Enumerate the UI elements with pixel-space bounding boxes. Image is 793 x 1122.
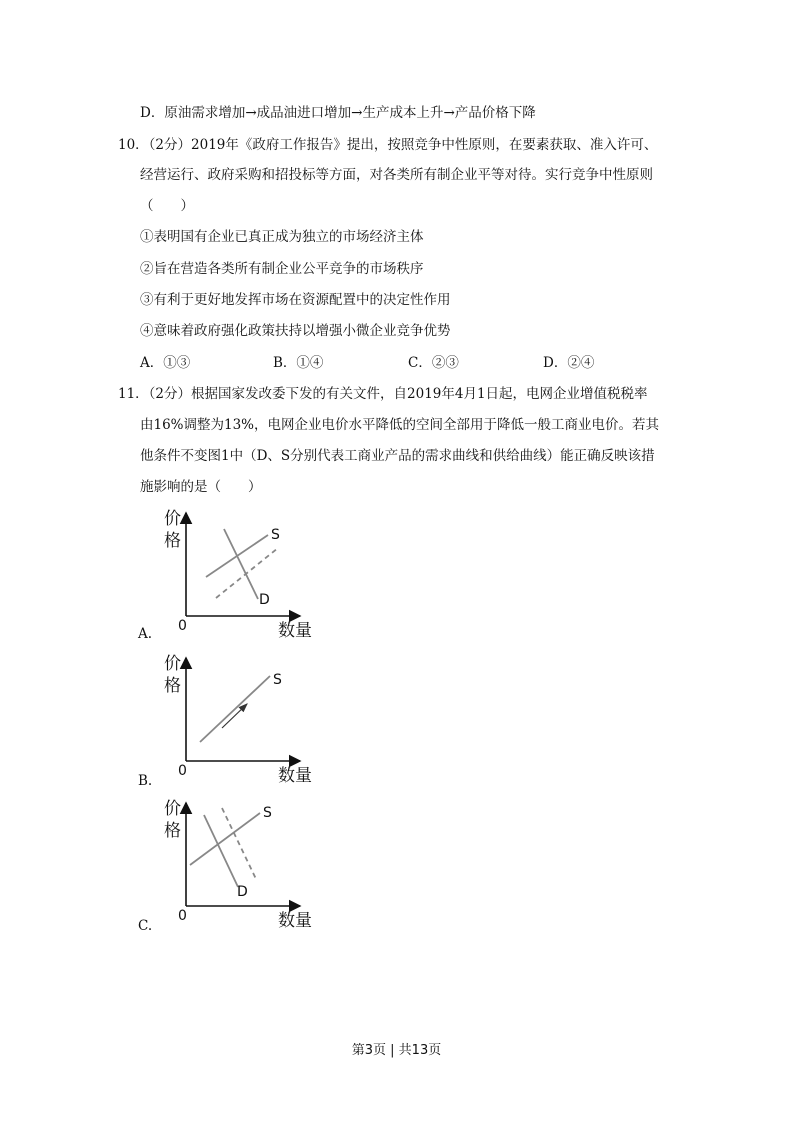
q11-stem-line-3: 他条件不变图1中（D、S分别代表工商业产品的需求曲线和供给曲线）能正确反映该措 (140, 448, 655, 464)
graph-a-option-label: A. (138, 626, 153, 642)
graph-a-new-supply-curve (216, 548, 278, 598)
graph-c-supply-curve (190, 813, 260, 865)
q9-option-d: D．原油需求增加→成品油进口增加→生产成本上升→产品价格下降 (140, 105, 536, 121)
q10-option-d: D．②④ (543, 355, 595, 371)
graph-b-option-label: B. (138, 773, 153, 789)
q10-option-a: A．①③ (140, 355, 191, 371)
graph-a-y-label-1: 价 (164, 509, 181, 529)
q10-option-c: C．②③ (408, 355, 459, 371)
graph-a-origin: 0 (178, 618, 187, 634)
graph-b-x-label: 数量 (278, 766, 312, 786)
q10-statement-2: ②旨在营造各类所有制企业公平竞争的市场秩序 (140, 261, 424, 277)
graph-b-origin: 0 (178, 763, 187, 779)
graph-a-x-label: 数量 (278, 621, 312, 641)
q10-statement-1: ①表明国有企业已真正成为独立的市场经济主体 (140, 229, 424, 245)
graph-b-supply-label: S (273, 672, 282, 688)
graph-b-y-label-1: 价 (164, 654, 181, 674)
q11-stem-line-1: 11．（2分）根据国家发改委下发的有关文件，自2019年4月1日起，电网企业增值税税率 (118, 386, 648, 402)
graph-b-y-label-2: 格 (164, 676, 181, 696)
graph-c-x-label: 数量 (278, 911, 312, 931)
q11-stem-line-2: 由16%调整为13%，电网企业电价水平降低的空间全部用于降低一般工商业电价。若其 (140, 417, 660, 433)
q10-options (0, 354, 793, 374)
graph-b-supply-curve (200, 676, 270, 742)
q10-stem-line-1: 10．（2分）2019年《政府工作报告》提出，按照竞争中性原则，在要素获取、准入许可、 (118, 137, 658, 153)
graph-a (150, 505, 325, 645)
q10-stem-line-2: 经营运行、政府采购和招投标等方面，对各类所有制企业平等对待。实行竞争中性原则 (140, 167, 653, 183)
graph-c-demand-label: D (237, 884, 248, 900)
q10-option-b: B．①④ (273, 355, 324, 371)
graph-c-origin: 0 (178, 908, 187, 924)
graph-c-option-label: C. (138, 918, 153, 934)
graph-a-y-label-2: 格 (164, 531, 181, 551)
q10-statement-3: ③有利于更好地发挥市场在资源配置中的决定性作用 (140, 292, 451, 308)
graph-a-supply-label: S (271, 527, 280, 543)
graph-c-supply-label: S (263, 805, 272, 821)
q10-answer-blank: （ ） (140, 198, 194, 214)
q11-stem-line-4: 施影响的是（ ） (140, 479, 262, 495)
graph-c (150, 795, 325, 935)
q10-statement-4: ④意味着政府强化政策扶持以增强小微企业竞争优势 (140, 323, 451, 339)
graph-a-demand-curve (224, 529, 258, 599)
graph-a-demand-label: D (259, 592, 270, 608)
graph-c-y-label-1: 价 (164, 799, 181, 819)
graph-b (150, 650, 325, 790)
graph-b-shift-arrow (222, 704, 247, 728)
graph-c-y-label-2: 格 (164, 821, 181, 841)
page-footer: 第3页 | 共13页 (351, 1043, 442, 1058)
